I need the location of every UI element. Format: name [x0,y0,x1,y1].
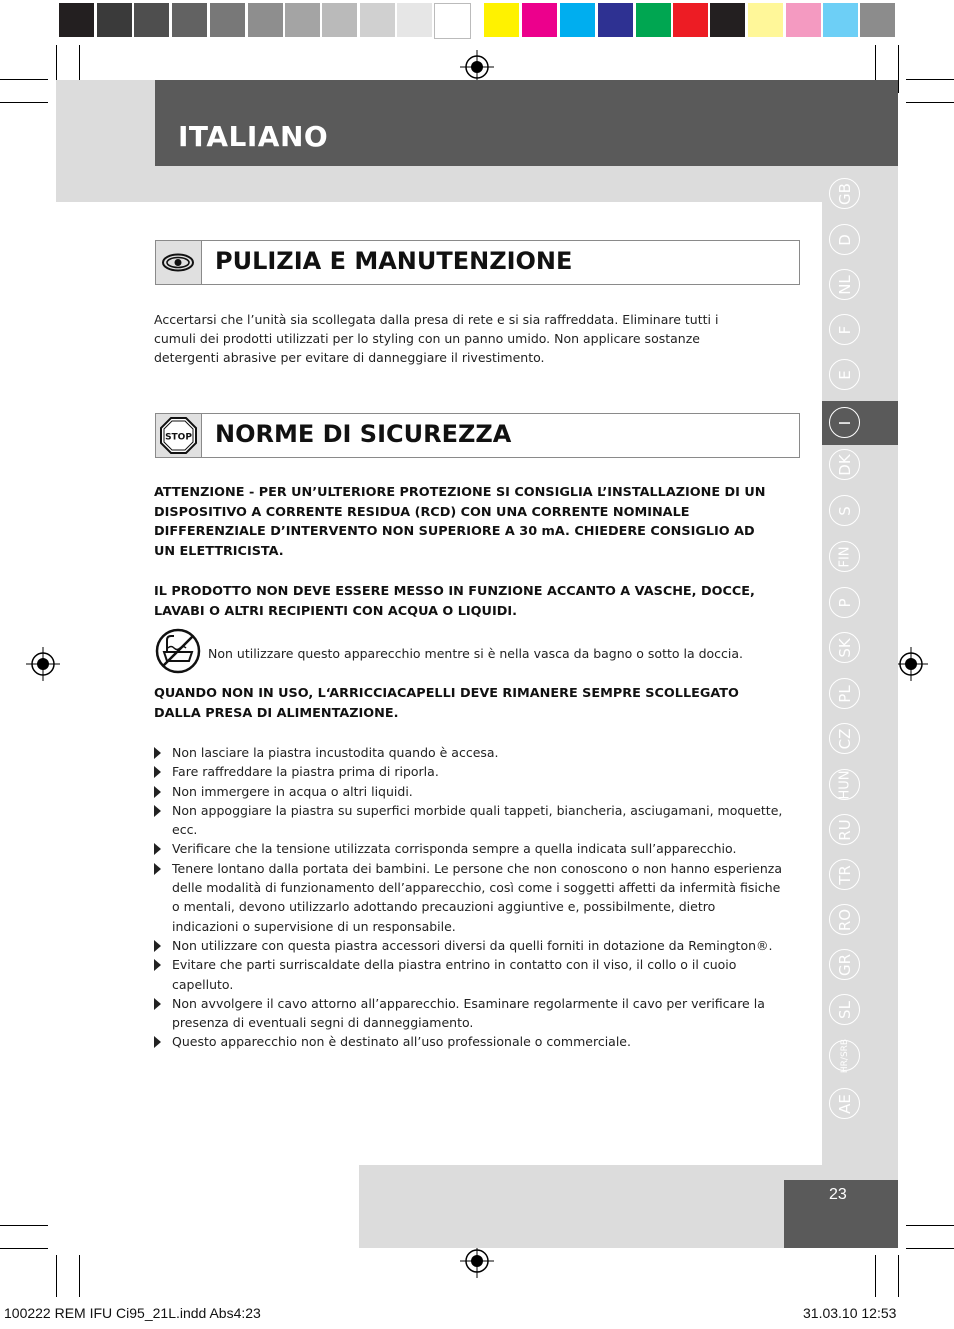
language-tab-label: HUN [837,769,852,800]
language-tab-label: S [835,505,854,516]
language-tab-label: P [835,597,854,608]
bullet-triangle-icon [154,863,161,875]
language-tab-label: NL [835,274,854,295]
section-title: NORME DI SICUREZZA [215,420,512,448]
color-swatch [172,3,207,37]
list-item [154,839,784,858]
list-item [154,1032,784,1051]
list-item [154,743,784,762]
color-swatch [285,3,320,37]
language-tab-label: PL [835,684,854,703]
water-warning: IL PRODOTTO NON DEVE ESSERE MESSO IN FUNZIONE ACCANTO A VASCHE, DOCCE, LAVABI O ALTRI RECIPIENTI CON ACQUA O LIQUIDI. [154,584,755,619]
bullet-triangle-icon [154,1036,161,1048]
list-item [154,936,784,955]
bullet-triangle-icon [154,786,161,798]
stop-icon [156,414,201,457]
language-tab-label: I [835,420,854,425]
color-swatch [322,3,357,37]
color-swatch [434,3,471,39]
color-swatch [673,3,708,37]
color-swatch [823,3,858,37]
stop-icon-label: STOP [165,432,192,443]
language-tab-dk[interactable] [829,449,860,480]
language-tab-label: HR/SRB [839,1038,850,1073]
language-tab-nl[interactable] [829,269,860,300]
language-tab-label: F [835,325,854,334]
list-item-text: Non appoggiare la piastra su superfici morbide quali tappeti, biancheria, asciugamani, moquette, ecc. [172,802,783,838]
list-item-text: Non utilizzare con questa piastra accessori diversi da quelli forniti in dotazione da Remington®. [172,937,773,953]
language-tab-fin[interactable] [829,541,860,572]
language-tab-f[interactable] [829,314,860,345]
crop-mark [875,1255,876,1297]
rcd-warning: ATTENZIONE - PER UN’ULTERIORE PROTEZIONE SI CONSIGLIA L’INSTALLAZIONE DI UN DISPOSITIVO A CORRENTE RESIDUA (RCD) CON UNA CORRENTE NOMINALE DIFFERENZIALE D’INTERVENTO NON SUPERIORE A 30 mA. CHIEDERE CONSIGLIO AD UN ELETTRICISTA. [154,485,766,559]
color-swatch [59,3,94,37]
bath-note: Non utilizzare questo apparecchio mentre si è nella vasca da bagno o sotto la doccia. [208,646,744,661]
language-tab-ro[interactable] [829,904,860,935]
bullet-triangle-icon [154,959,161,971]
cleaning-text: Accertarsi che l’unità sia scollegata dalla presa di rete e si sia raffreddata. Eliminare tutti i cumuli dei prodotti utilizzati per lo styling con un panno umido. Non applicare sostanze detergenti abrasive per evitare di danneggiare il rivestimento. [154,312,719,365]
crop-mark [906,1225,954,1226]
list-item [154,782,784,801]
language-tab-label: SL [835,1000,854,1019]
language-tab-label: E [835,369,854,380]
language-tab-p[interactable] [829,587,860,618]
safety-list [154,743,784,1052]
registration-mark-icon [460,50,494,84]
language-tab-label: CZ [835,728,854,749]
bullet-triangle-icon [154,940,161,952]
crop-mark [79,1255,80,1297]
language-tab-ae[interactable] [829,1088,860,1119]
language-tab-label: TR [835,864,854,885]
language-tab-i[interactable] [829,407,860,438]
color-swatch [248,3,283,37]
bullet-triangle-icon [154,747,161,759]
color-swatch [484,3,519,37]
color-swatch [786,3,821,37]
language-tab-label: GB [835,182,854,205]
crop-mark [906,1248,954,1249]
crop-mark [0,79,48,80]
language-tab-hun[interactable] [829,769,860,800]
language-tab-label: GR [835,953,854,976]
color-swatch [560,3,595,37]
crop-mark [906,79,954,80]
page-title: ITALIANO [178,120,329,153]
language-tab-label: RU [835,818,854,841]
language-tab-hr-srb[interactable] [829,1040,860,1071]
registration-mark-icon [26,647,60,681]
language-tab-sk[interactable] [829,632,860,663]
color-swatch [710,3,745,37]
language-tab-label: SK [835,637,854,658]
language-tab-gb[interactable] [829,178,860,209]
bullet-triangle-icon [154,843,161,855]
language-tab-tr[interactable] [829,859,860,890]
crop-mark [0,1248,48,1249]
language-tab-gr[interactable] [829,949,860,980]
section-title: PULIZIA E MANUTENZIONE [215,247,573,275]
color-swatch [598,3,633,37]
bullet-triangle-icon [154,998,161,1010]
list-item [154,801,784,840]
section-header-cleaning [155,240,800,285]
bullet-triangle-icon [154,766,161,778]
color-swatch [860,3,895,37]
list-item-text: Verificare che la tensione utilizzata corrisponda sempre a quella indicata sull’apparecchio. [172,841,737,857]
list-item-text: Tenere lontano dalla portata dei bambini. Le persone che non conoscono o non hanno esperienza delle modalità di funzionamento dell’apparecchio, così come i soggetti affetti da infermità fisiche o mentali, devono utilizzarlo adottando precauzioni aggiuntive e, possibilmente, dietro indicazioni o supervisione di un responsabile. [172,860,782,934]
list-item [154,994,784,1033]
language-tab-label: AE [835,1093,854,1114]
crop-mark [0,102,48,103]
crop-mark [898,1255,899,1297]
language-tab-ru[interactable] [829,814,860,845]
list-item [154,859,784,936]
registration-mark-icon [894,647,928,681]
crop-mark [906,102,954,103]
language-tab-pl[interactable] [829,678,860,709]
language-tab-sl[interactable] [829,994,860,1025]
footer-date: 31.03.10 12:53 [803,1305,897,1321]
language-tab-e[interactable] [829,359,860,390]
list-item [154,955,784,994]
list-item-text: Fare raffreddare la piastra prima di riporla. [172,764,439,780]
crop-mark [898,45,899,93]
crop-mark [56,1255,57,1297]
color-swatch [397,3,432,37]
color-swatch [97,3,132,37]
section-header-safety [155,413,800,458]
color-swatch [360,3,395,37]
footer-file: 100222 REM IFU Ci95_21L.indd Abs4:23 [4,1305,261,1321]
language-tab-s[interactable] [829,495,860,526]
language-tab-cz[interactable] [829,723,860,754]
list-item-text: Non lasciare la piastra incustodita quando è accesa. [172,745,499,760]
language-tab-d[interactable] [829,224,860,255]
language-tab-label: FIN [837,545,852,568]
list-item-text: Evitare che parti surriscaldate della piastra entrino in contatto con il viso, il collo o il cuoio capelluto. [172,957,737,992]
color-swatch [210,3,245,37]
color-swatch [636,3,671,37]
language-tab-label: DK [835,453,854,476]
color-swatch [748,3,783,37]
list-item-text: Non immergere in acqua o altri liquidi. [172,783,413,799]
color-swatch [522,3,557,37]
language-tab-label: D [835,233,854,246]
list-item [154,762,784,781]
eye-icon [156,241,201,284]
list-item-text: Non avvolgere il cavo attorno all’apparecchio. Esaminare regolarmente il cavo per verificare la presenza di eventuali segni di danneggiamento. [172,995,765,1031]
registration-mark-icon [460,1244,494,1278]
no-bath-icon [155,628,203,674]
list-item-text: Questo apparecchio non è destinato all’uso professionale o commerciale. [172,1034,631,1050]
page-number: 23 [829,1186,847,1203]
bullet-triangle-icon [154,805,161,817]
language-tab-label: RO [835,908,854,931]
color-swatch [134,3,169,37]
unplug-warning: QUANDO NON IN USO, L‘ARRICCIACAPELLI DEVE RIMANERE SEMPRE SCOLLEGATO DALLA PRESA DI ALIMENTAZIONE. [154,686,739,721]
crop-mark [0,1225,48,1226]
